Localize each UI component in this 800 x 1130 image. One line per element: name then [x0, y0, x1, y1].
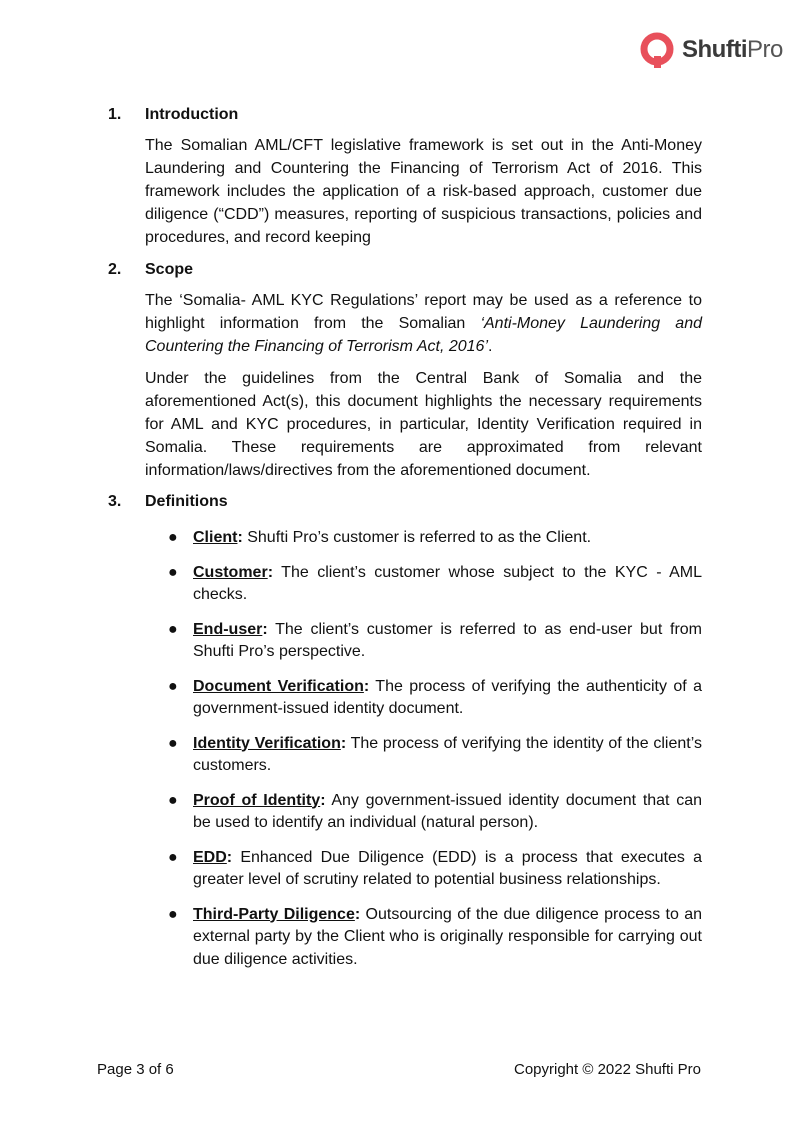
- bullet-icon: ●: [168, 677, 178, 695]
- definition-text: Any government-issued identity document that can be used to identify an individual (natural person).: [193, 791, 703, 831]
- definitions-list: [168, 527, 702, 983]
- section-introduction: [108, 104, 702, 249]
- list-item: ● Third-Party Diligence: Outsourcing of the due diligence process to an external party by the Client who is originally responsible for carrying out due diligence activities.: [168, 905, 703, 968]
- paragraph: [145, 289, 702, 358]
- section-heading: [108, 259, 702, 281]
- section-definitions: [108, 491, 702, 513]
- list-item: ● Proof of Identity: Any government-issued identity document that can be used to identify an individual (natural person).: [168, 791, 703, 831]
- definition-text: Shufti Pro’s customer is referred to as the Client.: [242, 529, 592, 546]
- section-title: Definitions: [145, 493, 228, 510]
- shuftipro-logo: [640, 28, 783, 70]
- bullet-icon: ●: [168, 529, 178, 546]
- bullet-icon: ●: [168, 734, 178, 752]
- section-scope: [108, 259, 702, 482]
- section-heading: [108, 104, 702, 126]
- definition-term: EDD: [193, 848, 227, 866]
- shuftipro-logo-icon: [640, 28, 676, 70]
- definition-term: Third-Party Diligence: [193, 905, 355, 923]
- section-title: Introduction: [145, 106, 239, 123]
- paragraph-text: The ‘Somalia- AML KYC Regulations’ report may be used as a reference to highlight information from the Somalian: [145, 292, 702, 332]
- section-number: 3.: [108, 493, 122, 510]
- list-item: ● Customer: The client’s customer whose subject to the KYC - AML checks.: [168, 563, 702, 603]
- paragraph: Under the guidelines from the Central Bank of Somalia and the aforementioned Act(s), this document highlights the necessary requirements for AML and KYC procedures, in particular, Identity Verification required in Somalia. These requirements are approximated from relevant information/laws/directives from the aforementioned document.: [145, 370, 702, 479]
- definition-term: Customer: [193, 563, 268, 581]
- section-title: Scope: [145, 261, 194, 278]
- definition-text: The process of verifying the identity of the client’s customers.: [193, 734, 702, 774]
- definition-text: Enhanced Due Diligence (EDD) is a process that executes a greater level of scrutiny related to potential business relationships.: [193, 848, 702, 888]
- list-item: ● Identity Verification: The process of verifying the identity of the client’s customers.: [168, 734, 702, 774]
- definition-text: The client’s customer is referred to as end-user but from Shufti Pro’s perspective.: [193, 620, 702, 660]
- bullet-icon: ●: [168, 848, 178, 866]
- act-citation: ‘Anti-Money Laundering and Countering the Financing of Terrorism Act, 2016’: [145, 315, 702, 355]
- definition-term: Identity Verification: [193, 734, 341, 752]
- definition-text: Outsourcing of the due diligence process to an external party by the Client who is originally responsible for carrying out due diligence activities.: [193, 905, 703, 968]
- page-number: Page 3 of 6: [97, 1061, 174, 1078]
- list-item: ● Document Verification: The process of verifying the authenticity of a government-issued identity document.: [168, 677, 702, 717]
- paragraph-text: .: [488, 338, 493, 355]
- definition-term: End-user: [193, 620, 263, 638]
- list-item: ● EDD: Enhanced Due Diligence (EDD) is a process that executes a greater level of scrutiny related to potential business relationships.: [168, 848, 702, 888]
- paragraph: The Somalian AML/CFT legislative framework is set out in the Anti-Money Laundering and Countering the Financing of Terrorism Act of 2016. This framework includes the application of a risk-based approach, customer due diligence (“CDD”) measures, reporting of suspicious transactions, policies and procedures, and record keeping: [145, 137, 702, 246]
- copyright-notice: Copyright © 2022 Shufti Pro: [514, 1061, 701, 1078]
- section-number: 1.: [108, 106, 122, 123]
- definition-term: Proof of Identity: [193, 791, 321, 809]
- definition-term: Client: [193, 529, 238, 546]
- bullet-icon: ●: [168, 620, 178, 638]
- section-heading: [108, 491, 702, 513]
- definition-text: The client’s customer whose subject to the KYC - AML checks.: [193, 563, 702, 603]
- definition-text: The process of verifying the authenticity of a government-issued identity document.: [193, 677, 702, 717]
- logo-wordmark: ShuftiPro: [682, 36, 783, 63]
- bullet-icon: ●: [168, 791, 178, 809]
- section-number: 2.: [108, 261, 122, 278]
- bullet-icon: ●: [168, 563, 178, 581]
- list-item: ● Client: Shufti Pro’s customer is referred to as the Client.: [168, 527, 702, 550]
- definition-term: Document Verification: [193, 677, 364, 695]
- bullet-icon: ●: [168, 905, 178, 923]
- list-item: ● End-user: The client’s customer is referred to as end-user but from Shufti Pro’s perspective.: [168, 620, 702, 660]
